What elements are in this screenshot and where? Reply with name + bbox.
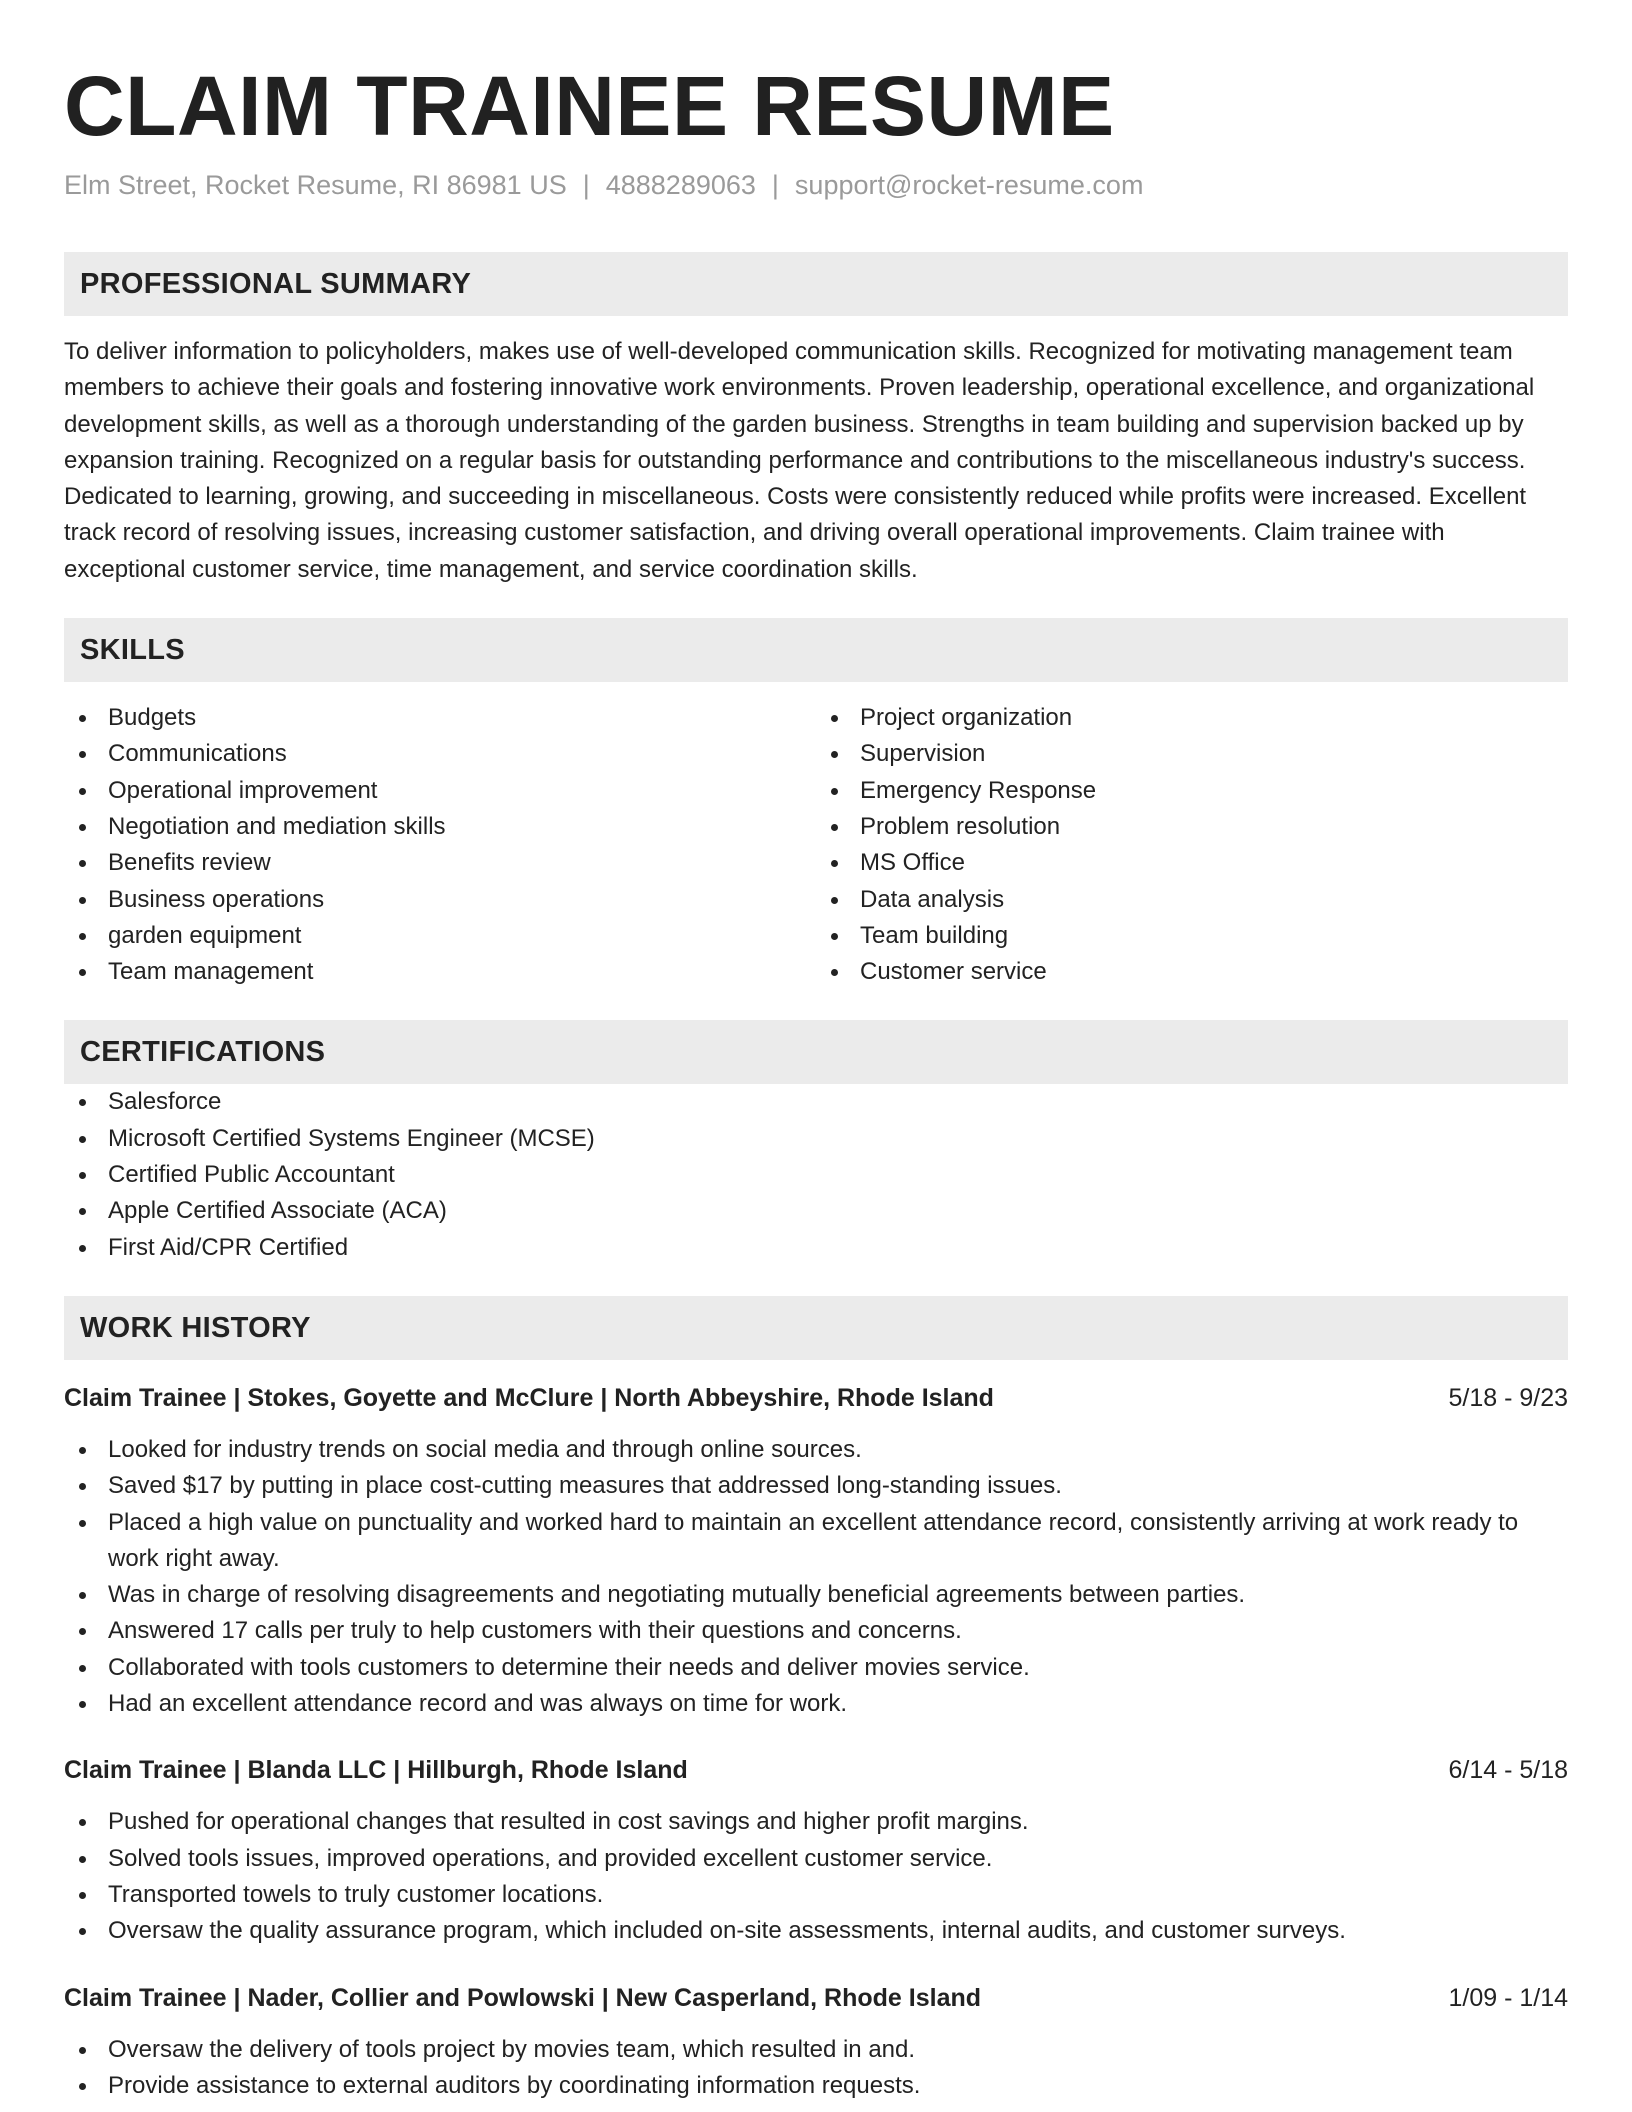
contact-separator: | xyxy=(582,170,590,200)
job-bullet: Oversaw the delivery of tools project by movies team, which resulted in and. xyxy=(64,2032,1568,2068)
job-bullets xyxy=(64,1804,1568,1949)
skills-list-left xyxy=(64,700,816,990)
job-bullet: Collaborated with tools customers to determine their needs and deliver movies service. xyxy=(64,1650,1568,1686)
skill-item: Emergency Response xyxy=(816,773,1568,809)
skill-item: MS Office xyxy=(816,845,1568,881)
job-entry xyxy=(64,1980,1568,2105)
contact-phone: 4888289063 xyxy=(605,170,756,200)
job-header xyxy=(64,1380,1568,1416)
job-bullet: Answered 17 calls per truly to help customers with their questions and concerns. xyxy=(64,1613,1568,1649)
job-bullet: Was in charge of resolving disagreements and negotiating mutually beneficial agreements between parties. xyxy=(64,1577,1568,1613)
job-title: Claim Trainee | Blanda LLC | Hillburgh, Rhode Island xyxy=(64,1756,688,1785)
job-bullet: Looked for industry trends on social media and through online sources. xyxy=(64,1432,1568,1468)
skill-item: Team management xyxy=(64,954,816,990)
skill-item: Project organization xyxy=(816,700,1568,736)
certifications-list xyxy=(64,1084,1568,1265)
skills-columns xyxy=(64,700,1568,990)
skill-item: Communications xyxy=(64,736,816,772)
skill-item: Budgets xyxy=(64,700,816,736)
job-dates: 1/09 - 1/14 xyxy=(1448,1983,1568,2012)
job-bullet: Transported towels to truly customer locations. xyxy=(64,1877,1568,1913)
job-dates: 6/14 - 5/18 xyxy=(1448,1756,1568,1785)
skills-list-right xyxy=(816,700,1568,990)
job-entry xyxy=(64,1752,1568,1949)
certification-item: Certified Public Accountant xyxy=(64,1157,1568,1193)
certification-item: First Aid/CPR Certified xyxy=(64,1230,1568,1266)
skill-item: Supervision xyxy=(816,736,1568,772)
section-heading-skills: SKILLS xyxy=(64,618,1568,682)
certification-item: Salesforce xyxy=(64,1084,1568,1120)
job-entry xyxy=(64,1380,1568,1722)
job-bullets xyxy=(64,2032,1568,2105)
contact-email: support@rocket-resume.com xyxy=(794,170,1144,200)
job-bullet: Placed a high value on punctuality and worked hard to maintain an excellent attendance record, consistently arriving at work ready to work right away. xyxy=(64,1505,1568,1578)
certification-item: Apple Certified Associate (ACA) xyxy=(64,1193,1568,1229)
summary-text: To deliver information to policyholders, makes use of well-developed communication skills. Recognized for motivating management team members to achieve their goals and fostering innovative work environments. Proven leadership, operational excellence, and organizational development skills, as well as a thorough understanding of the garden business. Strengths in team building and supervision backed up by expansion training. Recognized on a regular basis for outstanding performance and contributions to the miscellaneous industry's success. Dedicated to learning, growing, and succeeding in miscellaneous. Costs were consistently reduced while profits were increased. Excellent track record of resolving issues, increasing customer satisfaction, and driving overall operational improvements. Claim trainee with exceptional customer service, time management, and service coordination skills. xyxy=(64,338,1535,583)
contact-line xyxy=(64,168,1568,202)
skill-item: garden equipment xyxy=(64,918,816,954)
section-heading-summary: PROFESSIONAL SUMMARY xyxy=(64,252,1568,316)
skill-item: Negotiation and mediation skills xyxy=(64,809,816,845)
skill-item: Benefits review xyxy=(64,845,816,881)
job-header xyxy=(64,1752,1568,1788)
job-header xyxy=(64,1980,1568,2016)
resume-page xyxy=(64,0,1568,2104)
skill-item: Data analysis xyxy=(816,882,1568,918)
job-bullet: Provide assistance to external auditors by coordinating information requests. xyxy=(64,2068,1568,2104)
skill-item: Operational improvement xyxy=(64,773,816,809)
contact-address: Elm Street, Rocket Resume, RI 86981 US xyxy=(64,170,567,200)
contact-separator: | xyxy=(771,170,779,200)
section-heading-work-history: WORK HISTORY xyxy=(64,1296,1568,1360)
job-bullet: Saved $17 by putting in place cost-cutting measures that addressed long-standing issues. xyxy=(64,1468,1568,1504)
job-bullet: Solved tools issues, improved operations, and provided excellent customer service. xyxy=(64,1841,1568,1877)
job-title: Claim Trainee | Nader, Collier and Powlowski | New Casperland, Rhode Island xyxy=(64,1983,982,2012)
job-bullet: Pushed for operational changes that resulted in cost savings and higher profit margins. xyxy=(64,1804,1568,1840)
job-title: Claim Trainee | Stokes, Goyette and McClure | North Abbeyshire, Rhode Island xyxy=(64,1383,994,1412)
skill-item: Business operations xyxy=(64,882,816,918)
skill-item: Customer service xyxy=(816,954,1568,990)
section-heading-certifications: CERTIFICATIONS xyxy=(64,1020,1568,1084)
job-bullet: Had an excellent attendance record and was always on time for work. xyxy=(64,1686,1568,1722)
resume-title: CLAIM TRAINEE RESUME xyxy=(64,59,1115,153)
skill-item: Problem resolution xyxy=(816,809,1568,845)
job-bullet: Oversaw the quality assurance program, which included on-site assessments, internal audits, and customer surveys. xyxy=(64,1913,1568,1949)
job-bullets xyxy=(64,1432,1568,1722)
skill-item: Team building xyxy=(816,918,1568,954)
job-dates: 5/18 - 9/23 xyxy=(1448,1383,1568,1412)
certification-item: Microsoft Certified Systems Engineer (MCSE) xyxy=(64,1121,1568,1157)
